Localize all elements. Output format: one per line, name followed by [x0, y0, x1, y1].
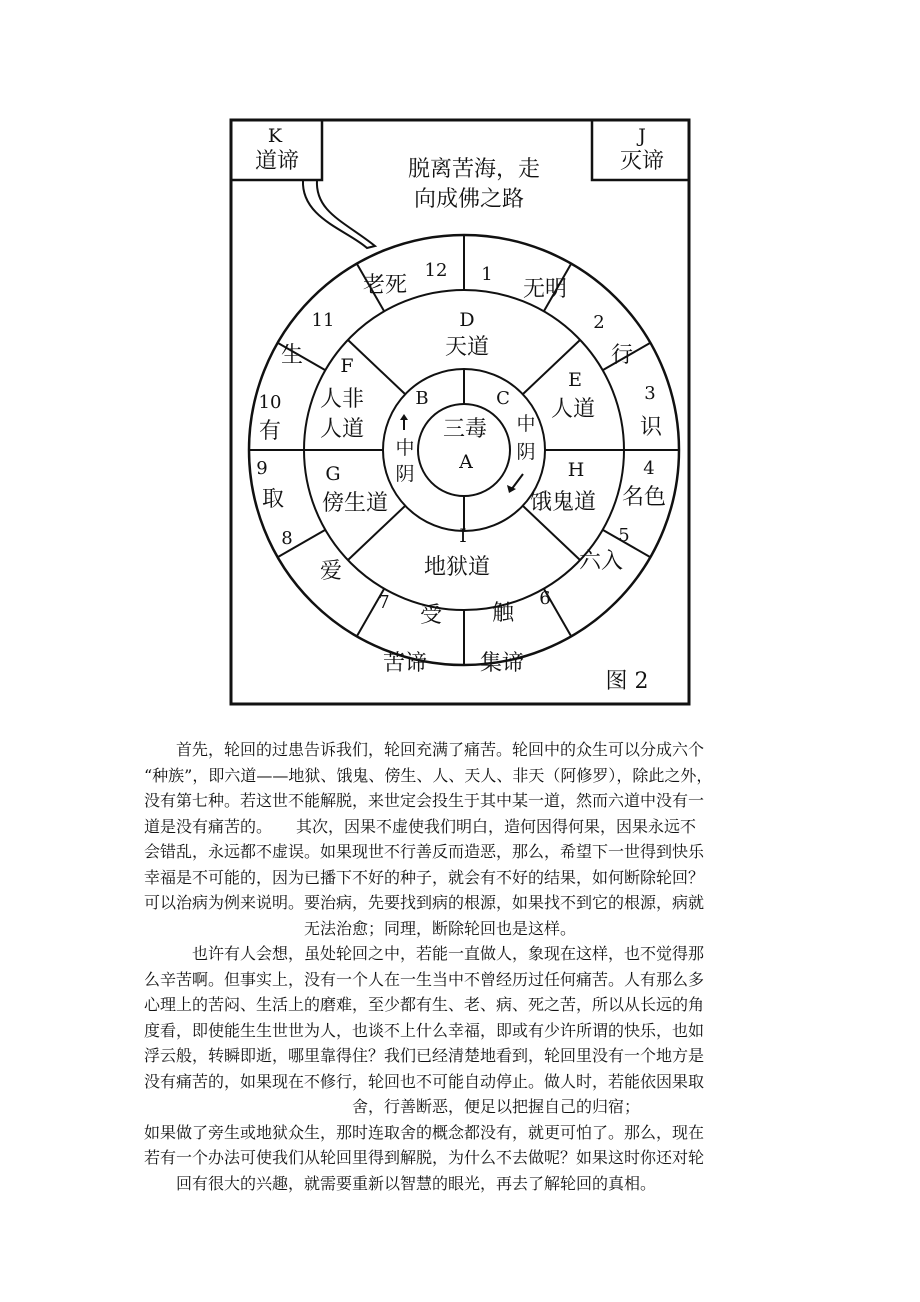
corner-left-letter: K	[267, 125, 283, 147]
body-line: 浮云般，转瞬即逝，哪里靠得住？我们已经清楚地看到，轮回里没有一个地方是	[144, 1046, 705, 1065]
link-name: 触	[491, 601, 515, 626]
body-line: 也许有人会想，虽处轮回之中，若能一直做人，象现在这样，也不觉得那	[144, 944, 705, 963]
realm-i-name: 地狱道	[423, 555, 491, 580]
middle-letter-b: B	[415, 388, 429, 409]
link-num: 5	[618, 525, 630, 546]
link-num: 4	[643, 458, 655, 479]
realm-g-letter: G	[325, 463, 341, 485]
link-name: 老死	[362, 273, 408, 298]
middle-letter-c: C	[496, 388, 510, 409]
up-arrow-head-icon	[400, 414, 408, 420]
link-num: 8	[281, 528, 293, 549]
corner-left-name: 道谛	[254, 149, 300, 174]
realm-f-name-1: 人非	[319, 387, 365, 412]
heading-line-1: 脱离苦海，走	[407, 157, 541, 182]
bottom-mid-label: 集谛	[479, 651, 525, 676]
middle-right-char-1: 中	[516, 413, 536, 435]
link-name: 行	[610, 343, 634, 368]
link-name: 受	[419, 603, 443, 628]
link-name: 有	[258, 419, 282, 444]
body-line: 若有一个办法可使我们从轮回里得到解脱，为什么不去做呢？如果这时你还对轮	[144, 1148, 705, 1167]
middle-left-char-1: 中	[395, 437, 415, 459]
realm-e-letter: E	[568, 369, 582, 391]
bottom-left-label: 苦谛	[382, 651, 428, 676]
link-num: 2	[593, 312, 605, 333]
body-line: 回有很大的兴趣，就需要重新以智慧的眼光，再去了解轮回的真相。	[144, 1173, 657, 1193]
link-name: 识	[639, 415, 663, 440]
middle-left-char-2: 阴	[395, 463, 415, 485]
realm-d-name: 天道	[444, 335, 490, 360]
center-letter: A	[459, 451, 473, 473]
middle-right-char-2: 阴	[516, 441, 536, 463]
body-line: 幸福是不可能的，因为已播下不好的种子，就会有不好的结果，如何断除轮回？	[144, 867, 705, 887]
body-line: 首先，轮回的过患告诉我们，轮回充满了痛苦。轮回中的众生可以分成六个	[144, 740, 705, 759]
link-name: 生	[280, 343, 304, 368]
link-num: 12	[424, 260, 448, 281]
realm-f-name-2: 人道	[319, 417, 365, 442]
body-line: 没有第七种。若这世不能解脱，来世定会投生于其中某一道，然而六道中没有一	[144, 791, 705, 810]
realm-f-letter: F	[340, 355, 354, 377]
body-line: 道是没有痛苦的。 其次，因果不虚使我们明白，造何因得何果，因果永远不	[144, 816, 697, 836]
wheel-of-life-figure	[229, 118, 691, 706]
link-num: 6	[539, 588, 551, 609]
body-line: “种族”，即六道——地狱、饿鬼、傍生、人、天人、非天（阿修罗），除此之外，	[144, 765, 713, 785]
realm-g-name: 傍生道	[321, 491, 389, 516]
heading-line-2: 向成佛之路	[413, 187, 525, 212]
link-name: 爱	[319, 559, 343, 584]
figure-caption: 图 2	[605, 669, 649, 694]
realm-i-letter: I	[459, 525, 467, 547]
link-num: 7	[378, 592, 390, 613]
link-num: 1	[481, 264, 493, 285]
link-num: 10	[258, 392, 282, 413]
link-name: 无明	[522, 277, 568, 302]
link-num: 9	[256, 458, 268, 479]
link-name: 名色	[621, 485, 667, 510]
realm-d-letter: D	[459, 309, 475, 331]
body-line: 舍，行善断恶，便足以把握自己的归宿；	[144, 1097, 641, 1116]
body-line: 无法治愈；同理，断除轮回也是这样。	[144, 918, 577, 938]
body-line: 么辛苦啊。但事实上，没有一个人在一生当中不曾经历过任何痛苦。人有那么多	[144, 969, 705, 989]
corner-right-name: 灭谛	[619, 149, 665, 174]
body-line: 会错乱，永远都不虚误。如果现世不行善反而造恶，那么，希望下一世得到快乐	[144, 842, 705, 861]
body-line: 度看，即使能生生世世为人，也谈不上什么幸福，即或有少许所谓的快乐，也如	[144, 1020, 705, 1040]
link-name: 六入	[578, 549, 624, 574]
link-name: 取	[261, 487, 285, 512]
body-line: 如果做了旁生或地狱众生，那时连取舍的概念都没有，就更可怕了。那么，现在	[144, 1122, 705, 1142]
link-num: 11	[311, 310, 335, 331]
body-line: 没有痛苦的，如果现在不修行，轮回也不可能自动停止。做人时，若能依因果取	[144, 1071, 705, 1091]
link-num: 3	[644, 383, 656, 404]
realm-h-name: 饿鬼道	[529, 490, 597, 515]
corner-right-letter: J	[638, 125, 646, 147]
body-line: 可以治病为例来说明。要治病，先要找到病的根源，如果找不到它的根源，病就	[144, 893, 705, 912]
realm-h-letter: H	[567, 459, 585, 481]
pointer-shape	[303, 180, 375, 248]
realm-divider	[348, 340, 405, 394]
body-line: 心理上的苦闷、生活上的磨难，至少都有生、老、病、死之苦，所以从长远的角	[144, 995, 705, 1014]
center-label: 三毒	[442, 417, 488, 442]
realm-e-name: 人道	[550, 397, 596, 422]
body-text	[144, 737, 784, 1196]
